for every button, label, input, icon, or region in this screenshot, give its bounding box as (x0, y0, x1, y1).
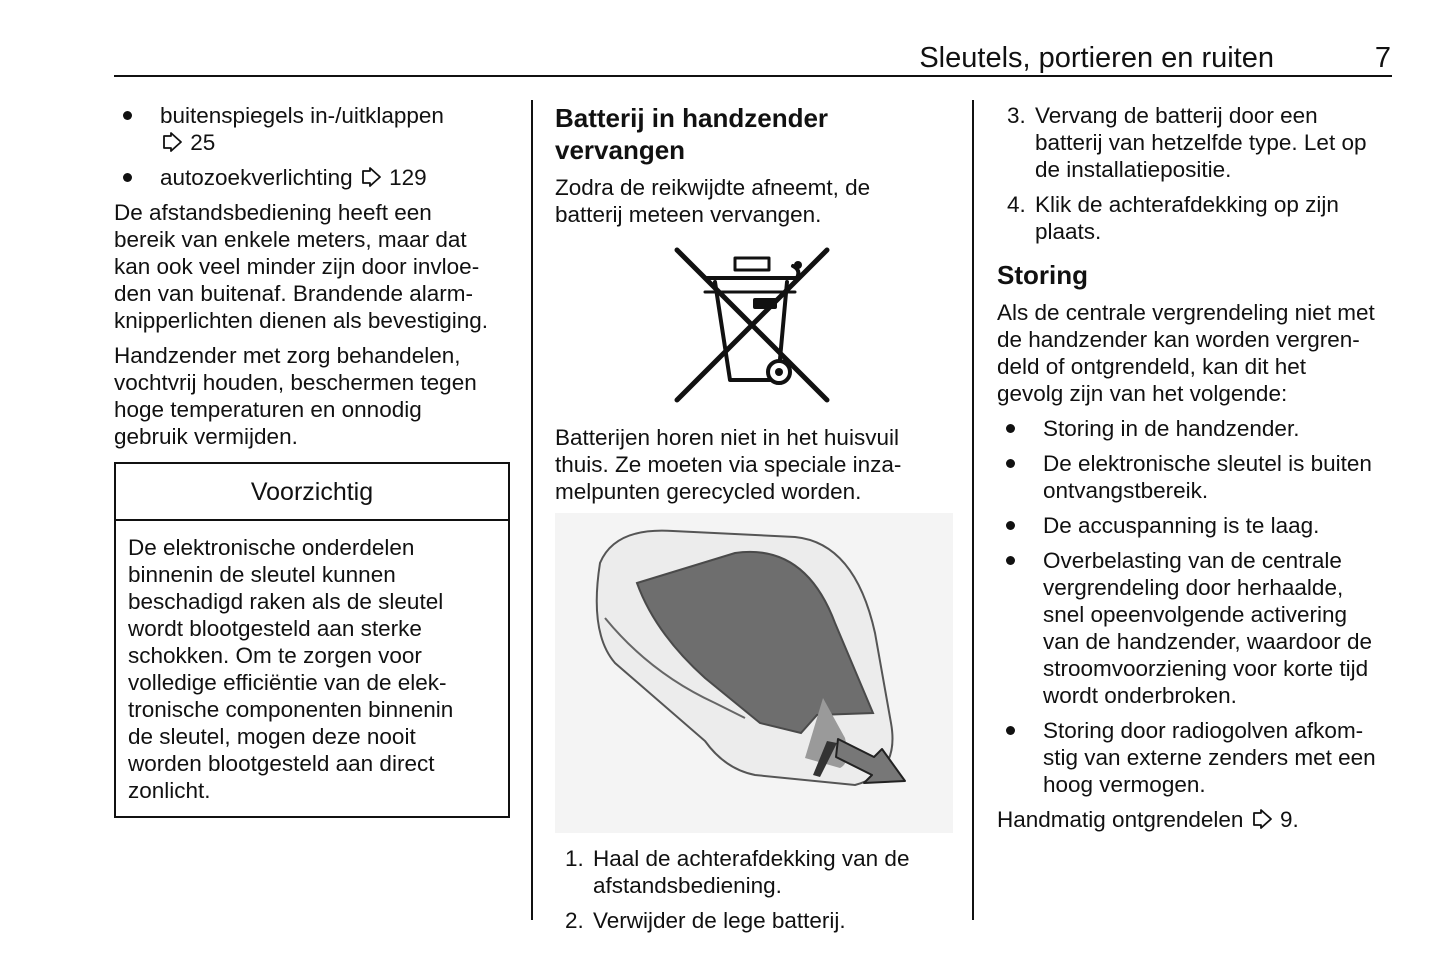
recycling-note: Batterijen horen niet in het huisvuil thuis. Ze moeten via speciale inza- melpunten gerecycled worden. (555, 425, 902, 504)
list-item: Storing door radiogolven afkom- stig van externe zenders met een hoog vermogen. (997, 717, 1391, 798)
steps-list-b (997, 102, 1391, 245)
handling-paragraph: Handzender met zorg behandelen, vochtvrij houden, beschermen tegen hoge temperaturen en onnodig gebruik vermijden. (114, 343, 477, 449)
section-heading: Batterij in handzender vervangen (555, 103, 829, 165)
section-heading: Storing (997, 260, 1088, 290)
page-reference[interactable]: 25 (160, 130, 215, 155)
column-3 (997, 102, 1391, 833)
running-header-title: Sleutels, portieren en ruiten (919, 42, 1274, 74)
list-item: 3. Vervang de batterij door een batterij van hetzelfde type. Let op de installatiepositie. (1007, 103, 1367, 182)
list-item: 4. Klik de achterafdekking op zijn plaats. (1007, 192, 1339, 244)
bullet-icon (1006, 726, 1015, 735)
list-item: Storing in de handzender. (997, 415, 1391, 442)
list-item: 2. Verwijder de lege batterij. (565, 908, 846, 933)
steps-list-a (555, 845, 955, 934)
list-item-text: buitenspiegels in-/uitklappen (160, 103, 444, 128)
list-item (114, 102, 510, 156)
column-divider (531, 100, 533, 920)
malfunction-causes-list (997, 415, 1391, 798)
column-1 (114, 102, 510, 818)
bullet-icon (1006, 521, 1015, 530)
malfunction-intro: Als de centrale vergrendeling niet met de handzender kan worden vergren- deld of ontgrendeld, kan dit het gevolg zijn van het volgende: (997, 300, 1375, 406)
crossed-out-bin-icon (555, 242, 935, 410)
manual-unlock-reference: Handmatig ontgrendelen 9. (997, 807, 1299, 832)
caution-title: Voorzichtig (116, 464, 508, 521)
column-divider (972, 100, 974, 920)
key-fob-illustration (555, 513, 953, 833)
caution-body: De elektronische onderdelen binnenin de sleutel kunnen beschadigd raken als de sleutel wordt blootgesteld aan sterke schokken. Om te zorgen voor volledige efficiëntie van de elek- tronische componenten binnenin de sleutel, mogen deze nooit worden blootgesteld aan direct zonlicht. (128, 535, 454, 803)
list-item (114, 164, 510, 191)
bullet-icon (1006, 424, 1015, 433)
page-reference[interactable]: 9. (1250, 807, 1299, 832)
column-2 (555, 102, 955, 942)
page-number: 7 (1374, 42, 1391, 74)
list-item: 1. Haal de achterafdekking van de afstandsbediening. (565, 846, 910, 898)
reference-arrow-icon (160, 132, 184, 152)
feature-list (114, 102, 510, 191)
page-reference[interactable]: 129 (359, 165, 427, 190)
bullet-icon (1006, 556, 1015, 565)
replace-intro: Zodra de reikwijdte afneemt, de batterij meteen vervangen. (555, 175, 871, 227)
header-rule (114, 75, 1392, 77)
list-item-text: autozoekverlichting (160, 165, 353, 190)
list-item: De accuspanning is te laag. (997, 512, 1391, 539)
list-item: Overbelasting van de centrale vergrendeling door herhaalde, snel opeenvolgende activering van de handzender, waardoor de stroomvoorziening voor korte tijd wordt onderbroken. (997, 547, 1391, 709)
reference-arrow-icon (359, 167, 383, 187)
list-item: De elektronische sleutel is buiten ontvangstbereik. (997, 450, 1391, 504)
caution-box (114, 462, 510, 818)
reference-arrow-icon (1250, 809, 1274, 829)
bullet-icon (123, 173, 132, 182)
remote-range-paragraph: De afstandsbediening heeft een bereik van enkele meters, maar dat kan ook veel minder zijn door invloe- den van buitenaf. Brandende alarm- knipperlichten dienen als bevestiging. (114, 200, 488, 333)
bullet-icon (1006, 459, 1015, 468)
bullet-icon (123, 111, 132, 120)
